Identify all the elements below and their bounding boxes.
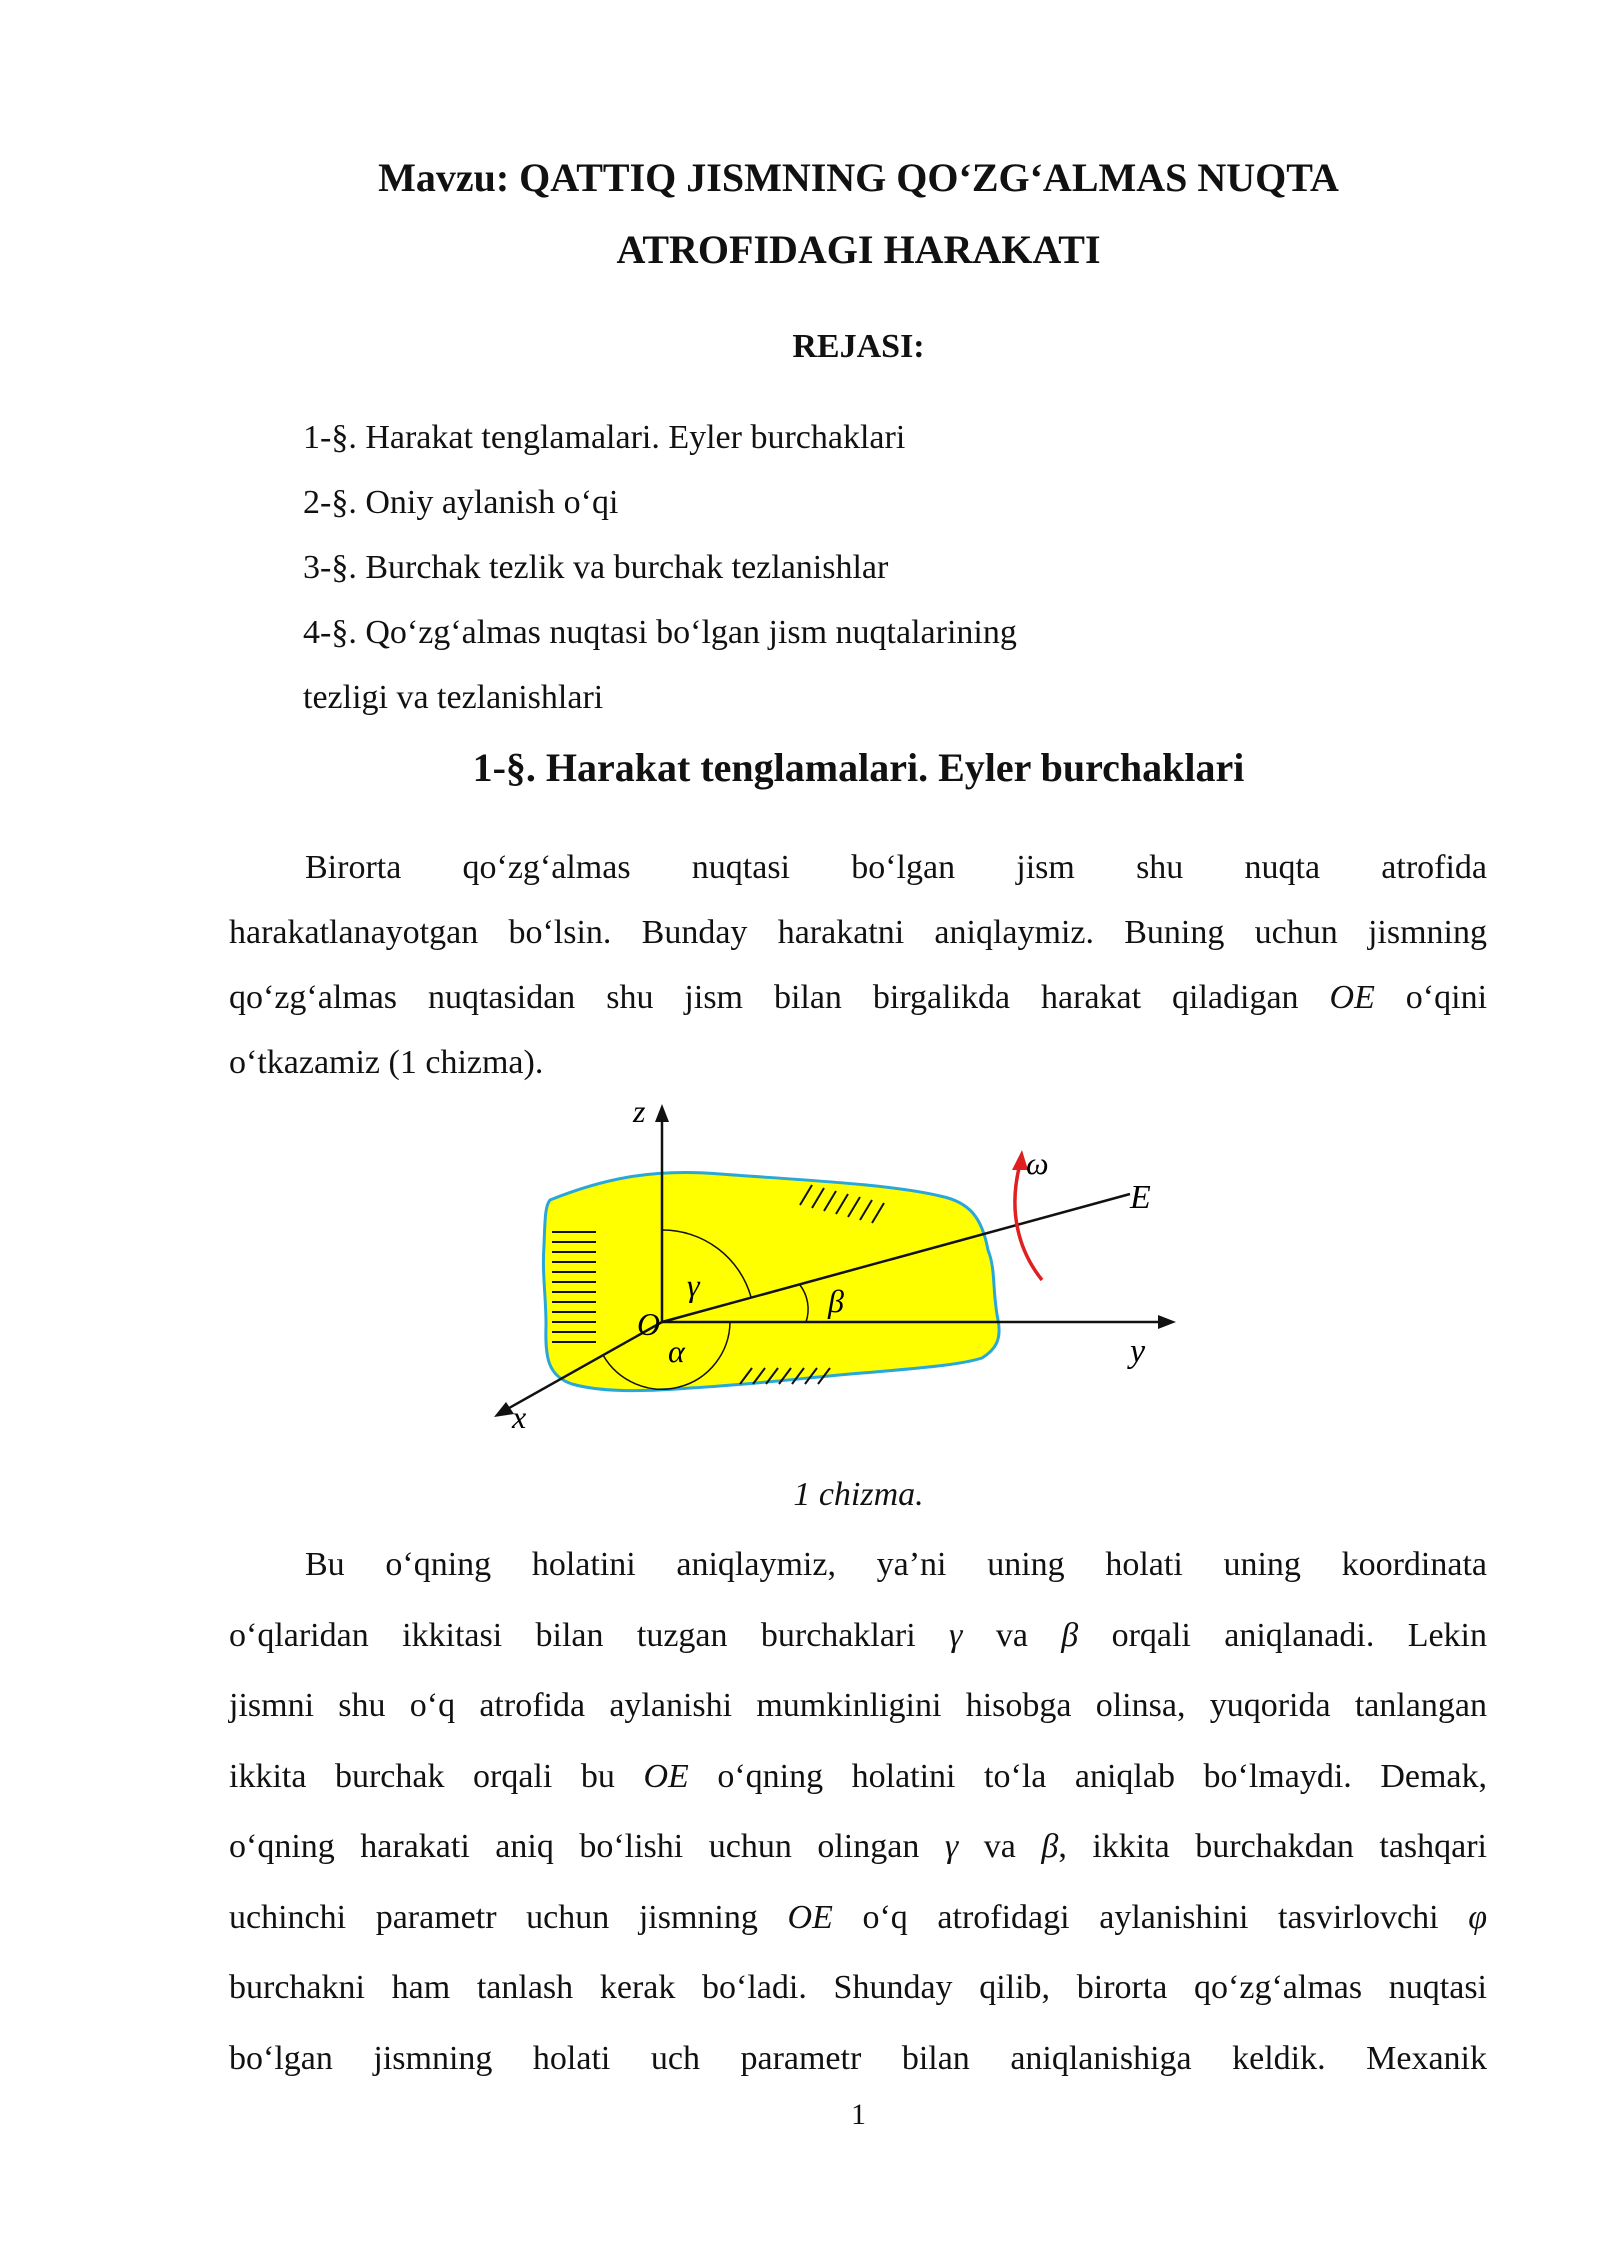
math-beta: β (1041, 1828, 1059, 1865)
math-gamma: γ (944, 1828, 959, 1865)
rigid-body-shape (543, 1172, 999, 1390)
paragraph-line: Birorta qo‘zg‘almas nuqtasi bo‘lgan jism shu nuqta atrofida (305, 849, 1487, 886)
plan-item: 3-§. Burchak tezlik va burchak tezlanishlar (303, 549, 889, 586)
paragraph-line (229, 1616, 1487, 1687)
text-run: va (995, 1616, 1028, 1654)
label-z: z (633, 1100, 646, 1129)
paragraph-line: jismni shu o‘q atrofida aylanishi mumkinligini hisobga olinsa, yuqorida tanlangan (229, 1687, 1487, 1724)
text-run: o‘qini (1405, 979, 1488, 1016)
paragraph-line: burchakni ham tanlash kerak bo‘ladi. Shunday qilib, birorta qo‘zg‘almas nuqtasi (229, 1969, 1487, 2006)
paragraph-2 (229, 1545, 1487, 2109)
label-o: O (637, 1306, 661, 1342)
paragraph-line: Bu o‘qning holatini aniqlaymiz, ya’ni uning holati uning koordinata (305, 1546, 1487, 1583)
text-run: orqali aniqlanadi. Lekin (1111, 1616, 1488, 1654)
text-run: o‘qning holatini to‘la aniqlab bo‘lmaydi. Demak, (717, 1757, 1487, 1795)
math-gamma: γ (949, 1616, 963, 1654)
text-run: va (983, 1828, 1016, 1865)
page-number: 1 (851, 2098, 866, 2131)
text-run: ikkita burchak orqali bu (229, 1757, 615, 1795)
label-beta: β (828, 1283, 844, 1319)
paragraph-line (229, 1757, 1487, 1828)
figure-caption: 1 chizma. (793, 1476, 924, 1513)
plan-list (303, 418, 1017, 743)
text-run: , ikkita burchakdan tashqari (1058, 1828, 1488, 1865)
text-run: uchinchi parametr uchun jismning (229, 1898, 758, 1936)
title-line-2: ATROFIDAGI HARAKATI (616, 227, 1101, 272)
paragraph-1 (229, 848, 1487, 1108)
plan-heading: REJASI: (792, 328, 925, 365)
paragraph-line: o‘tkazamiz (1 chizma). (229, 1044, 544, 1081)
label-e: E (1130, 1179, 1151, 1216)
plan-item: tezligi va tezlanishlari (303, 679, 604, 716)
text-run: o‘qlaridan ikkitasi bilan tuzgan burchaklari (229, 1616, 916, 1654)
label-alpha: α (668, 1333, 685, 1369)
paragraph-line: bo‘lgan jismning holati uch parametr bilan aniqlanishiga keldik. Mexanik (229, 2039, 1487, 2077)
x-axis-arrowhead (494, 1402, 514, 1417)
text-run: o‘qning harakati aniq bo‘lishi uchun olingan (229, 1828, 920, 1865)
paragraph-line: harakatlanayotgan bo‘lsin. Bunday harakatni aniqlaymiz. Buning uchun jismning (229, 914, 1487, 951)
label-omega: ω (1026, 1145, 1049, 1181)
paragraph-line (229, 978, 1487, 1043)
section-heading: 1-§. Harakat tenglamalari. Eyler burchaklari (472, 745, 1245, 790)
label-y: y (1130, 1333, 1146, 1370)
title-line-1: Mavzu: QATTIQ JISMNING QO‘ZG‘ALMAS NUQTA (378, 155, 1339, 200)
text-run: qo‘zg‘almas nuqtasidan shu jism bilan birgalikda harakat qiladigan (229, 979, 1299, 1016)
plan-item: 2-§. Oniy aylanish o‘qi (303, 484, 619, 521)
y-axis-arrowhead (1158, 1315, 1176, 1329)
math-oe: OE (643, 1757, 689, 1795)
paragraph-line (229, 1898, 1487, 1969)
paragraph-line (229, 1827, 1487, 1898)
label-gamma: γ (687, 1267, 700, 1303)
math-phi: φ (1468, 1898, 1488, 1936)
label-x: x (512, 1399, 527, 1435)
plan-item: 1-§. Harakat tenglamalari. Eyler burchaklari (303, 419, 906, 456)
text-run: o‘q atrofidagi aylanishini tasvirlovchi (862, 1898, 1439, 1936)
math-oe: OE (787, 1898, 833, 1936)
math-beta: β (1061, 1616, 1079, 1654)
figure-diagram (490, 1100, 1210, 1440)
plan-item: 4-§. Qo‘zg‘almas nuqtasi bo‘lgan jism nuqtalarining (303, 614, 1017, 651)
z-axis-arrowhead (655, 1104, 669, 1122)
math-oe: OE (1329, 979, 1375, 1016)
